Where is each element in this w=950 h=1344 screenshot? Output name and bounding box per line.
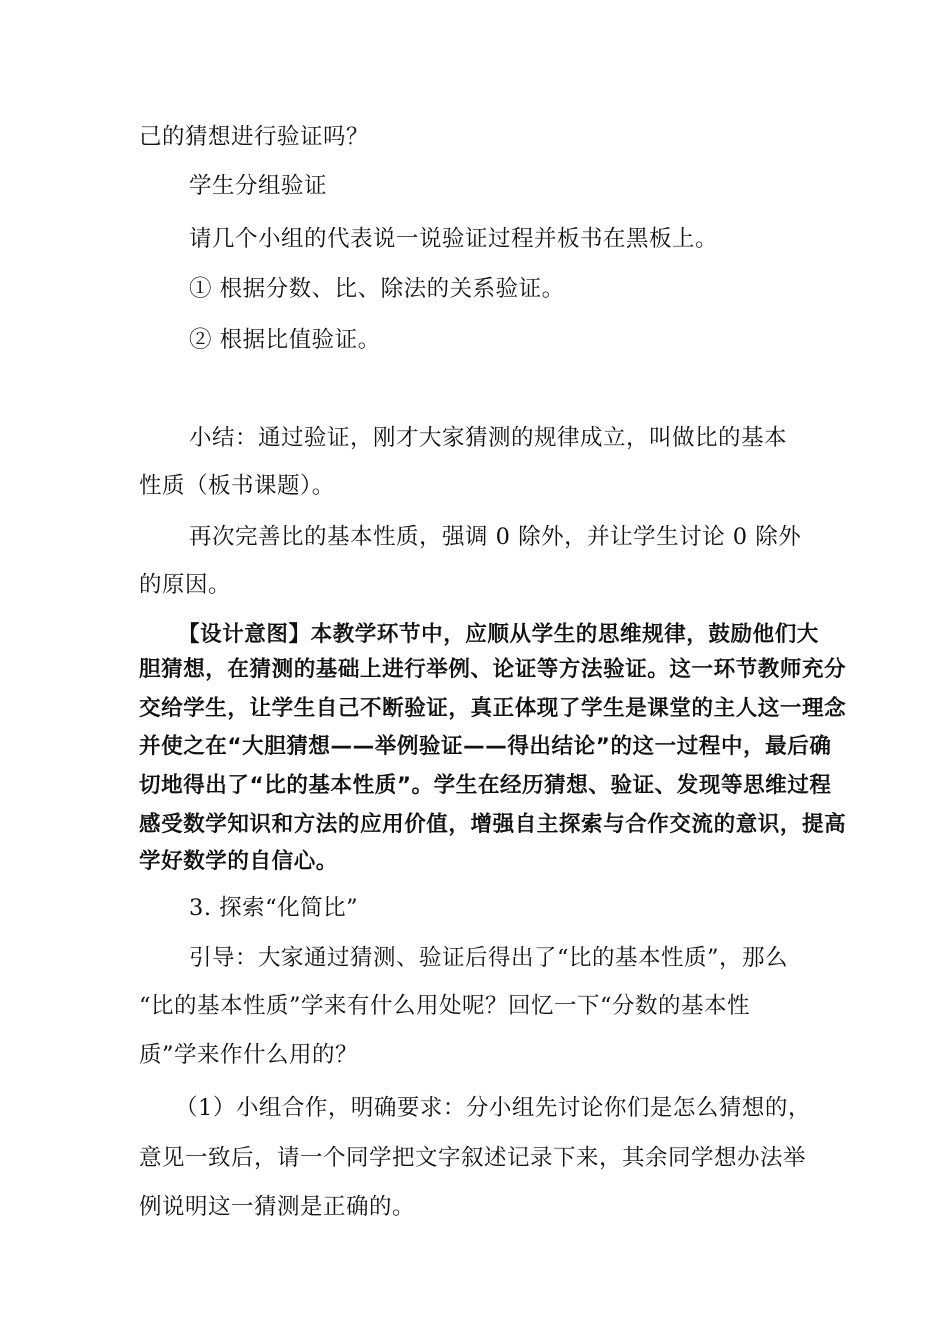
text-line: “比的基本性质”学来有什么用处呢？回忆一下“分数的基本性	[139, 993, 751, 1019]
text-line: 例说明这一猜测是正确的。	[139, 1194, 416, 1220]
text-line: 再次完善比的基本性质，强调 0 除外，并让学生讨论 0 除外	[189, 524, 802, 550]
text-line: 引导：大家通过猜测、验证后得出了“比的基本性质”，那么	[189, 945, 789, 971]
text-line: 己的猜想进行验证吗？	[139, 124, 370, 150]
design-intent-line: 学好数学的自信心。	[139, 849, 338, 874]
text-line: 的原因。	[139, 572, 232, 598]
text-line: 质”学来作什么用的？	[139, 1042, 359, 1068]
text-line: 性质（板书课题）。	[139, 473, 335, 499]
design-intent-line: 并使之在“大胆猜想——举例验证——得出结论”的这一过程中，最后确	[139, 734, 832, 759]
text-line: 意见一致后，请一个同学把文字叙述记录下来，其余同学想办法举	[139, 1145, 807, 1171]
design-intent-line: 【设计意图】本教学环节中，应顺从学生的思维规律，鼓励他们大	[178, 622, 819, 647]
text-line: 学生分组验证	[189, 173, 328, 199]
text-line: 请几个小组的代表说一说验证过程并板书在黑板上。	[189, 226, 719, 252]
design-intent-line: 胆猜想，在猜测的基础上进行举例、论证等方法验证。这一环节教师充分	[139, 657, 847, 682]
text-line: ① 根据分数、比、除法的关系验证。	[189, 276, 565, 302]
text-line: （1）小组合作，明确要求：分小组先讨论你们是怎么猜想的，	[175, 1095, 811, 1121]
text-line: ② 根据比值验证。	[189, 327, 381, 353]
design-intent-line: 切地得出了“比的基本性质”。学生在经历猜想、验证、发现等思维过程	[139, 773, 832, 798]
text-line: 小结：通过验证，刚才大家猜测的规律成立，叫做比的基本	[189, 425, 788, 451]
design-intent-line: 交给学生，让学生自己不断验证，真正体现了学生是课堂的主人这一理念	[139, 696, 847, 721]
section-heading: 3. 探索“化简比”	[189, 895, 359, 921]
design-intent-line: 感受数学知识和方法的应用价值，增强自主探索与合作交流的意识，提高	[139, 812, 847, 837]
